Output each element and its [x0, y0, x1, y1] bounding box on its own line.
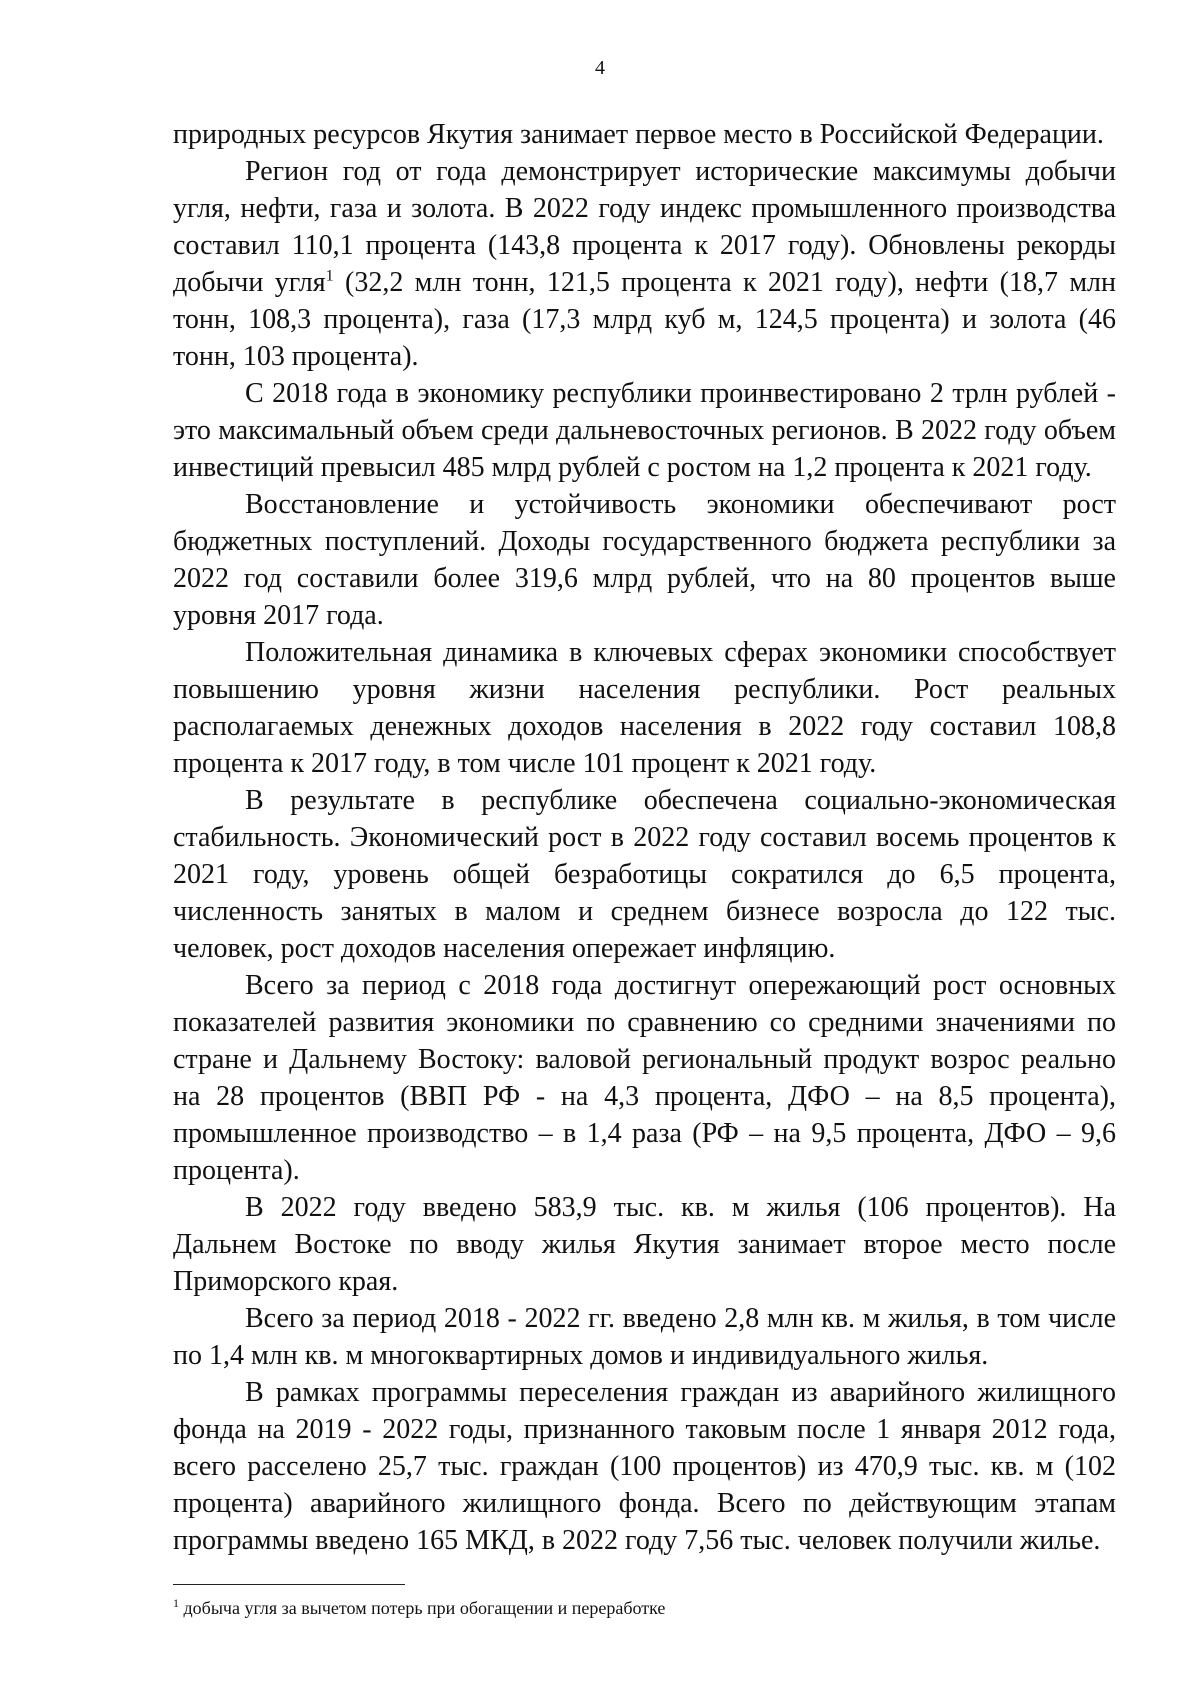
paragraph-natural-resources: природных ресурсов Якутия занимает первое место в Российской Федерации.	[173, 119, 1104, 150]
footnote-reference: 1	[325, 267, 334, 285]
paragraph-production-records	[173, 153, 1116, 375]
paragraph-production-records-text-2: (32,2 млн тонн, 121,5 процента к 2021 году), нефти (18,7 млн тонн, 108,3 процента), газа (17,3 млрд куб м, 124,5 процента) и золота (46 тонн, 103 процента).	[173, 267, 1116, 372]
paragraph-income-growth: Положительная динамика в ключевых сферах экономики способствует повышению уровня жизни населения республики. Рост реальных располагаемых денежных доходов населения в 2022 году составил 108,8 процента к 2017 году, в том числе 101 процент к 2021 году.	[173, 637, 1116, 779]
document-body	[173, 116, 1116, 1559]
paragraph-advance-growth: Всего за период с 2018 года достигнут опережающий рост основных показателей развития экономики по сравнению со средними значениями по стране и Дальнему Востоку: валовой региональный продукт возрос реально на 28 процентов (ВВП РФ - на 4,3 процента, ДФО – на 8,5 процента), промышленное производство – в 1,4 раза (РФ – на 9,5 процента, ДФО – 9,6 процента).	[173, 970, 1116, 1186]
footnote-marker: 1	[173, 1596, 179, 1610]
footnote-separator	[173, 1584, 405, 1585]
paragraph-economic-stability: В результате в республике обеспечена социально-экономическая стабильность. Экономический рост в 2022 году составил восемь процентов к 2021 году, уровень общей безработицы сократился до 6,5 процента, численность занятых в малом и среднем бизнесе возросла до 122 тыс. человек, рост доходов населения опережает инфляцию.	[173, 785, 1116, 964]
paragraph-production-records-text-1: Регион год от года демонстрирует исторические максимумы добычи угля, нефти, газа и золота. В 2022 году индекс промышленного производства составил 110,1 процента (143,8 процента к 2017 году). Обновлены рекорды добычи угля	[173, 156, 1116, 298]
paragraph-resettlement-program: В рамках программы переселения граждан из аварийного жилищного фонда на 2019 - 2022 годы, признанного таковым после 1 января 2012 года, всего расселено 25,7 тыс. граждан (100 процентов) из 470,9 тыс. кв. м (102 процента) аварийного жилищного фонда. Всего по действующим этапам программы введено 165 МКД, в 2022 году 7,56 тыс. человек получили жилье.	[173, 1377, 1116, 1556]
paragraph-housing-period: Всего за период 2018 - 2022 гг. введено 2,8 млн кв. м жилья, в том числе по 1,4 млн кв. м многоквартирных домов и индивидуального жилья.	[173, 1303, 1116, 1371]
paragraph-budget-revenue: Восстановление и устойчивость экономики обеспечивают рост бюджетных поступлений. Доходы государственного бюджета республики за 2022 год составили более 319,6 млрд рублей, что на 80 процентов выше уровня 2017 года.	[173, 489, 1116, 631]
footnote	[173, 1596, 1116, 1620]
paragraph-housing-2022: В 2022 году введено 583,9 тыс. кв. м жилья (106 процентов). На Дальнем Востоке по вводу жилья Якутия занимает второе место после Приморского края.	[173, 1192, 1116, 1297]
page-number: 4	[595, 57, 605, 79]
paragraph-investments: С 2018 года в экономику республики проинвестировано 2 трлн рублей - это максимальный объем среди дальневосточных регионов. В 2022 году объем инвестиций превысил 485 млрд рублей с ростом на 1,2 процента к 2021 году.	[173, 378, 1116, 483]
footnote-text: добыча угля за вычетом потерь при обогащении и переработке	[183, 1598, 666, 1618]
